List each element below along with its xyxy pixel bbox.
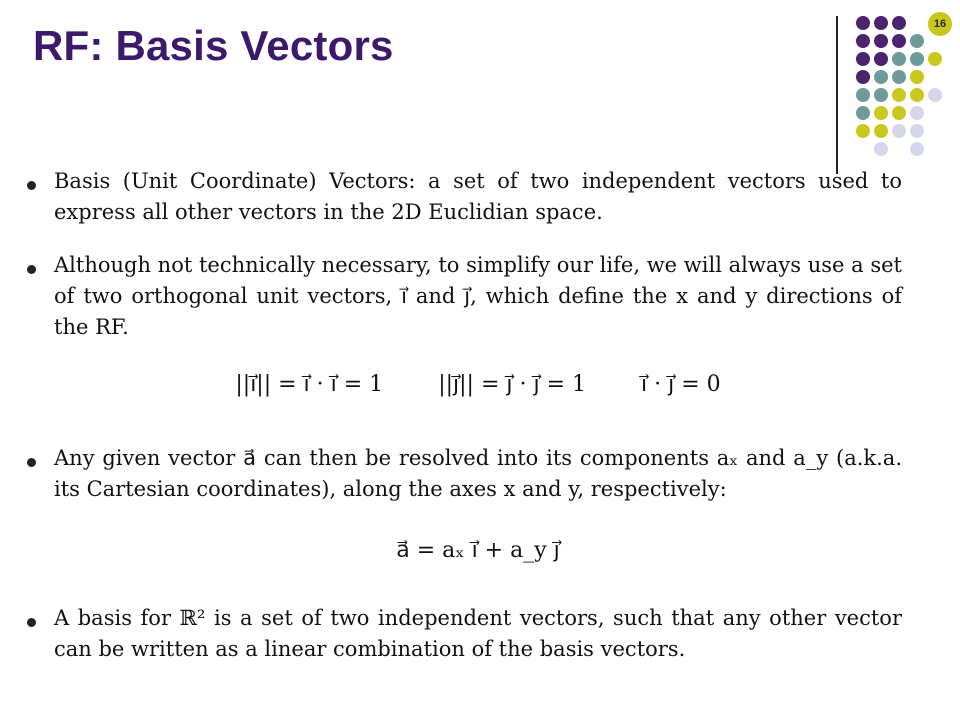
dot-purple bbox=[856, 52, 870, 66]
bullet-text: Although not technically necessary, to simplify our life, we will always use a set of two orthogonal unit vectors, i⃗ and j⃗, which define the x and y directions of the RF. bbox=[54, 253, 902, 339]
header-divider bbox=[836, 16, 838, 174]
dot-lavender bbox=[892, 124, 906, 138]
decomposition-equation: a⃗ = aₓ i⃗ + a_y j⃗ bbox=[396, 538, 560, 563]
bullet-marker bbox=[27, 265, 36, 274]
dot-purple bbox=[874, 16, 888, 30]
dot-purple bbox=[892, 34, 906, 48]
dot-teal bbox=[856, 88, 870, 102]
bullet-marker bbox=[27, 618, 36, 627]
norm-i-equation: ||i⃗|| = i⃗ · i⃗ = 1 bbox=[235, 372, 384, 397]
dot-yellow bbox=[928, 52, 942, 66]
unit-vector-equations bbox=[54, 372, 902, 397]
dot-yellow bbox=[910, 70, 924, 84]
bullet-marker bbox=[27, 181, 36, 190]
dot-purple bbox=[856, 70, 870, 84]
dot-yellow bbox=[892, 106, 906, 120]
dot-teal bbox=[910, 52, 924, 66]
dot-yellow bbox=[874, 124, 888, 138]
dot-lavender bbox=[910, 142, 924, 156]
dot-teal bbox=[856, 106, 870, 120]
dot-purple bbox=[892, 16, 906, 30]
dot-teal bbox=[874, 70, 888, 84]
dot-lavender bbox=[874, 142, 888, 156]
bullet-marker bbox=[27, 458, 36, 467]
dot-teal bbox=[910, 34, 924, 48]
dot-teal bbox=[874, 88, 888, 102]
dot-purple bbox=[856, 34, 870, 48]
dot-teal bbox=[892, 70, 906, 84]
dot-lavender bbox=[928, 88, 942, 102]
page-title: RF: Basis Vectors bbox=[33, 22, 394, 69]
bullet-text: Basis (Unit Coordinate) Vectors: a set of two independent vectors used to express all other vectors in the 2D Euclidian space. bbox=[54, 169, 902, 224]
dot-lavender bbox=[910, 106, 924, 120]
dot-teal bbox=[892, 52, 906, 66]
norm-j-equation: ||j⃗|| = j⃗ · j⃗ = 1 bbox=[438, 372, 586, 397]
dot-yellow bbox=[856, 124, 870, 138]
dot-lavender bbox=[910, 124, 924, 138]
page-number-badge: 16 bbox=[928, 12, 952, 36]
vector-decomposition-equation bbox=[54, 538, 902, 563]
dot-purple bbox=[874, 52, 888, 66]
bullet-text: Any given vector a⃗ can then be resolved into its components aₓ and a_y (a.k.a. its Cartesian coordinates), along the axes x and y, respectively: bbox=[54, 446, 902, 501]
bullet-text: A basis for ℝ² is a set of two independent vectors, such that any other vector can be written as a linear combination of the basis vectors. bbox=[54, 606, 902, 661]
dot-purple bbox=[856, 16, 870, 30]
orthogonality-equation: i⃗ · j⃗ = 0 bbox=[641, 372, 721, 397]
dot-yellow bbox=[892, 88, 906, 102]
dot-purple bbox=[874, 34, 888, 48]
dot-yellow bbox=[874, 106, 888, 120]
dot-yellow bbox=[910, 88, 924, 102]
